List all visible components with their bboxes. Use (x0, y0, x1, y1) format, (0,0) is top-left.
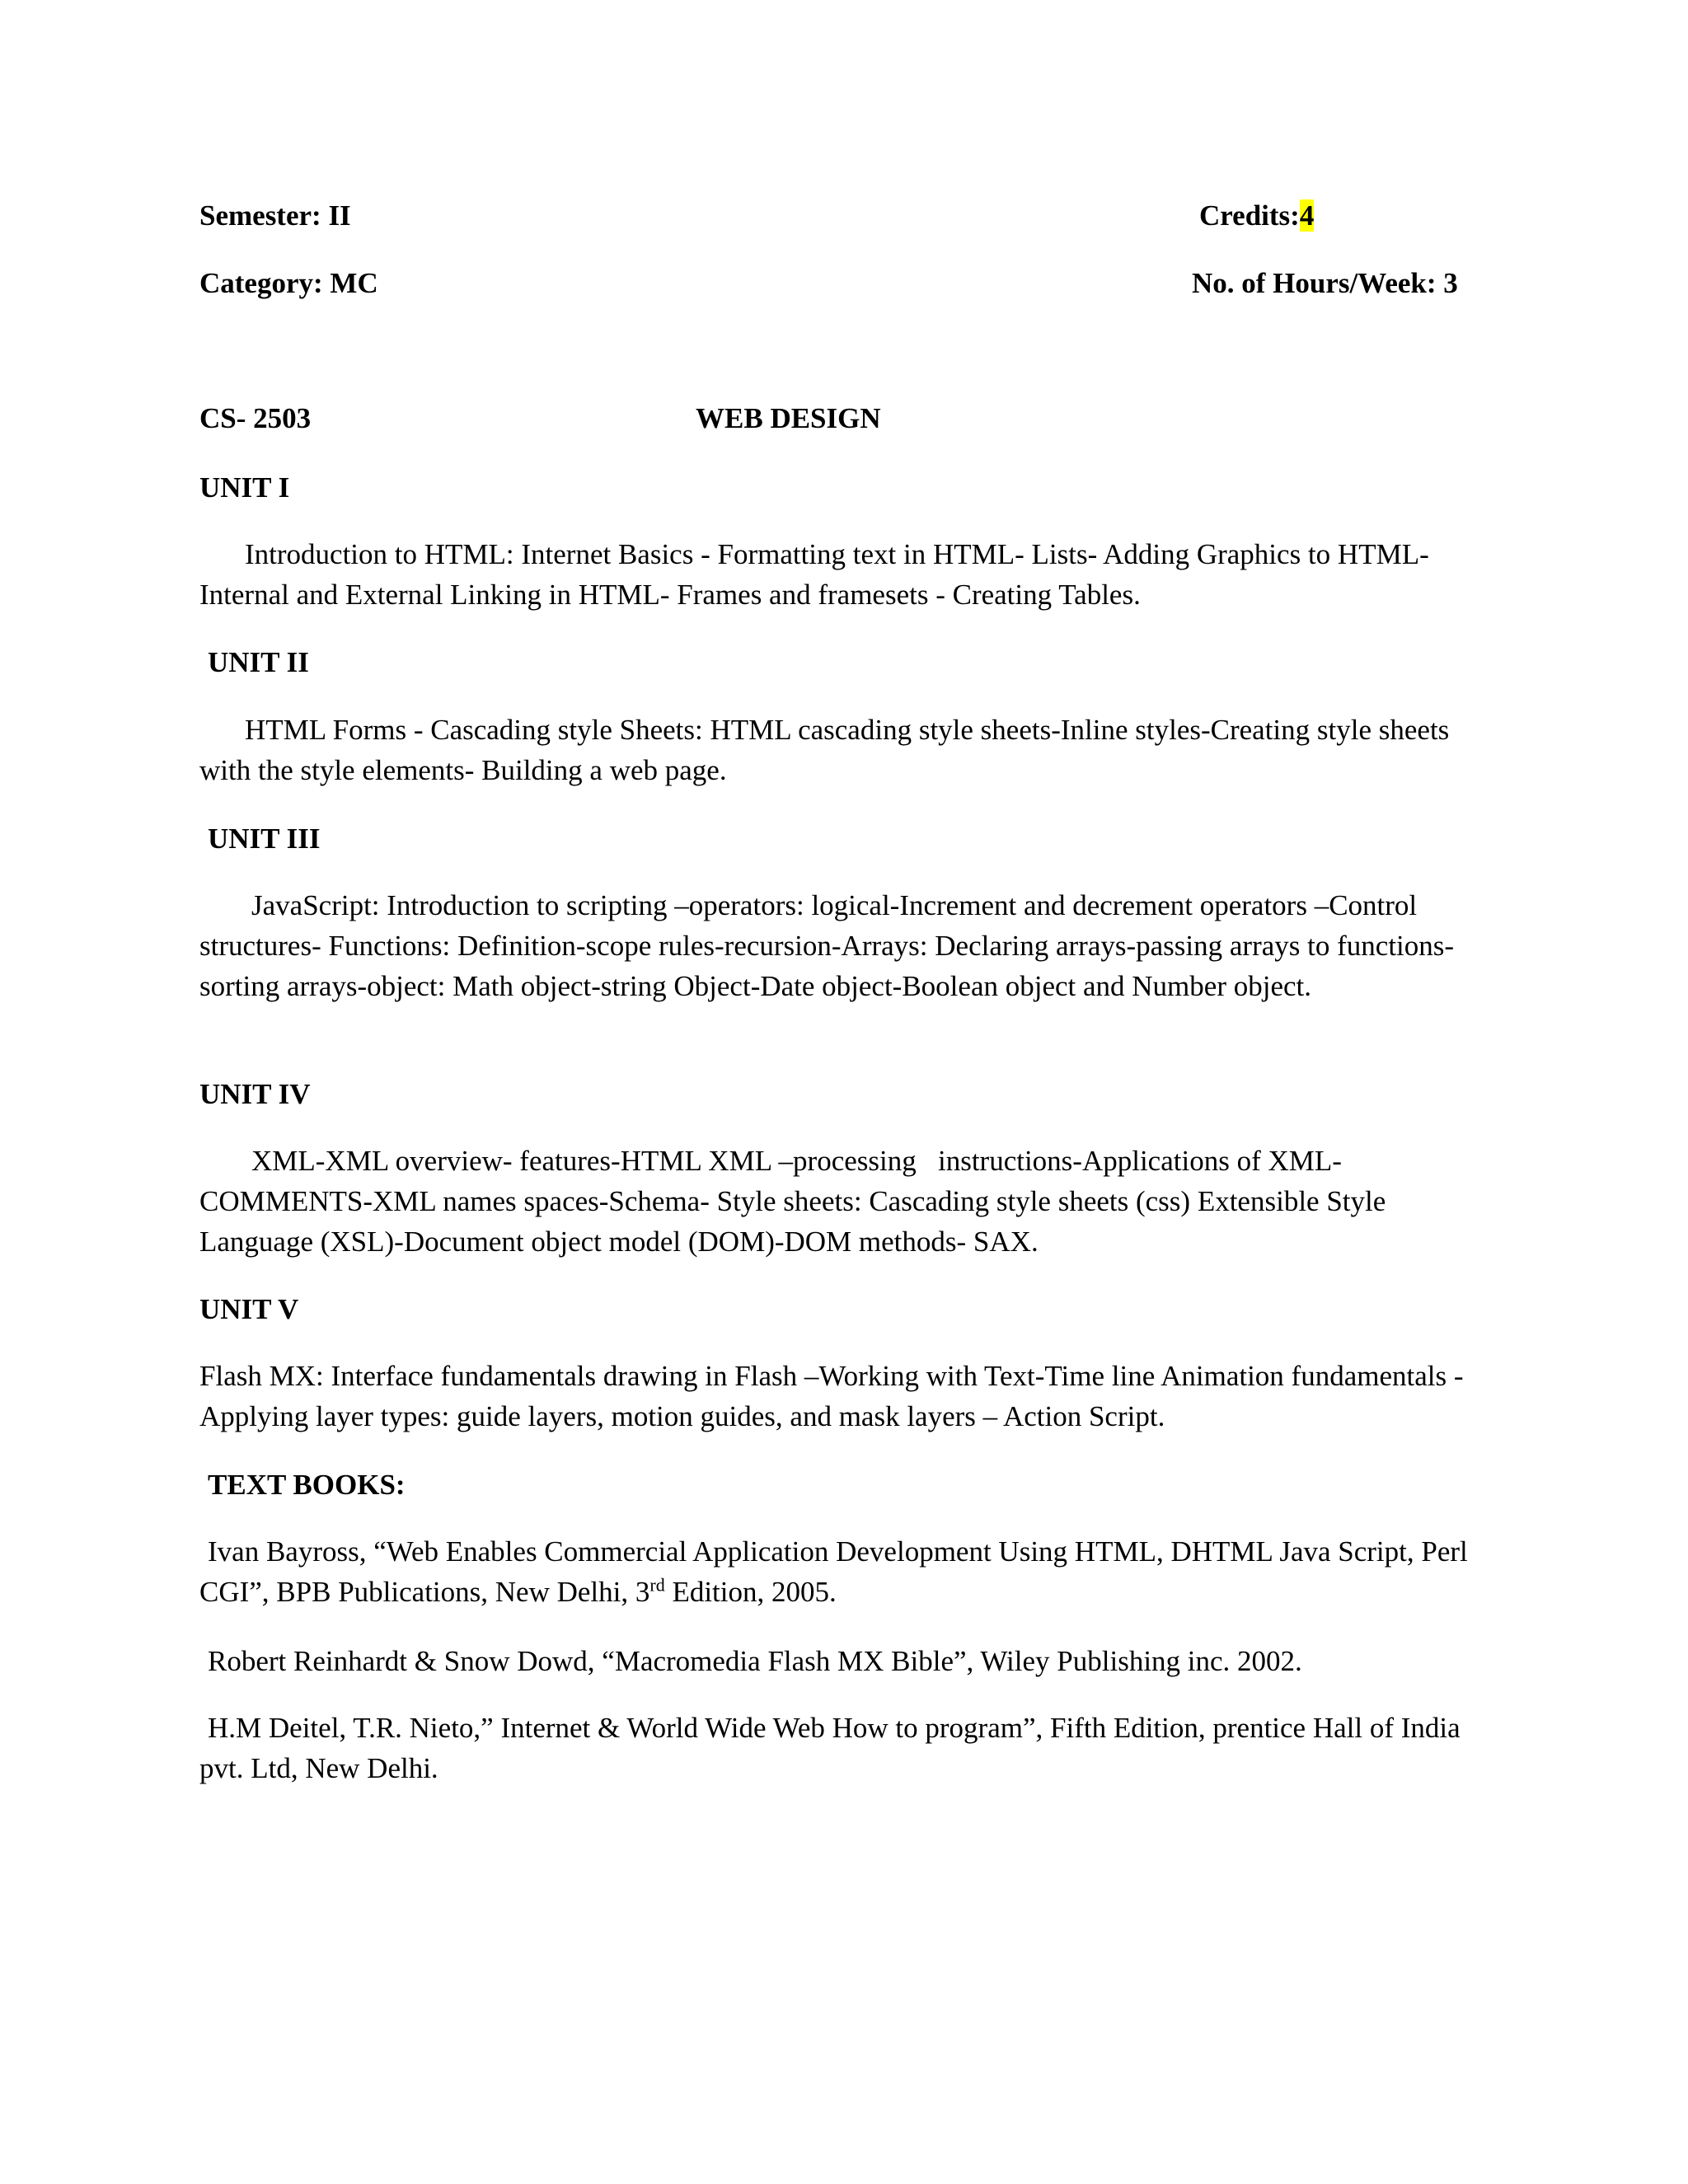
textbook-2: Robert Reinhardt & Snow Dowd, “Macromedia Flash MX Bible”, Wiley Publishing inc. 2002. (208, 1645, 1302, 1677)
category-label: Category: MC (199, 267, 378, 299)
unit-1-heading: UNIT I (199, 471, 290, 504)
unit-5-heading: UNIT V (199, 1293, 299, 1325)
credits (1199, 196, 1314, 236)
textbook-1-sup: rd (649, 1574, 665, 1596)
unit-4-text: XML-XML overview- features-HTML XML –processing instructions-Applications of XML-COMMENTS-XML names spaces-Schema- Style sheets: Cascading style sheets (css) Extensible Style Language (XSL)-Document object model (DOM)-DOM methods- SAX. (199, 1145, 1394, 1258)
textbooks-heading: TEXT BOOKS: (208, 1469, 406, 1501)
textbook-1-tail: Edition, 2005. (664, 1576, 837, 1608)
unit-4-heading: UNIT IV (199, 1078, 311, 1110)
textbook-3: H.M Deitel, T.R. Nieto,” Internet & World Wide Web How to program”, Fifth Edition, prentice Hall of India pvt. Ltd, New Delhi. (199, 1712, 1461, 1784)
hours-label: No. of Hours/Week: 3 (1192, 267, 1458, 299)
textbook-1-main: Ivan Bayross, “Web Enables Commercial Application Development Using HTML, DHTML Java Script, Perl CGI”, BPB Publications, New Delhi, 3 (199, 1535, 1468, 1608)
unit-2-text: HTML Forms - Cascading style Sheets: HTML cascading style sheets-Inline styles-Creating style sheets with the style elements- Building a web page. (199, 714, 1450, 786)
unit-3-heading: UNIT III (208, 823, 321, 855)
course-title: WEB DESIGN (696, 402, 881, 434)
semester-label: Semester: II (199, 199, 351, 232)
credits-label: Credits: (1199, 199, 1300, 232)
course-code: CS- 2503 (199, 402, 312, 434)
unit-5-text: Flash MX: Interface fundamentals drawing in Flash –Working with Text-Time line Animation fundamentals -Applying layer types: guide layers, motion guides, and mask layers – Action Script. (199, 1360, 1464, 1432)
unit-3-text: JavaScript: Introduction to scripting –operators: logical-Increment and decrement operators –Control structures- Functions: Definition-scope rules-recursion-Arrays: Declaring arrays-passing arrays to functions-sorting arrays-object: Math object-string Object-Date object-Boolean object and Number object. (199, 889, 1455, 1002)
textbook-1 (199, 1531, 1485, 1612)
unit-2-heading: UNIT II (208, 646, 309, 678)
unit-1-text: Introduction to HTML: Internet Basics - Formatting text in HTML- Lists- Adding Graphics to HTML- Internal and External Linking in HTML- Frames and framesets - Creating Tables. (199, 538, 1429, 611)
credits-value: 4 (1299, 199, 1315, 232)
